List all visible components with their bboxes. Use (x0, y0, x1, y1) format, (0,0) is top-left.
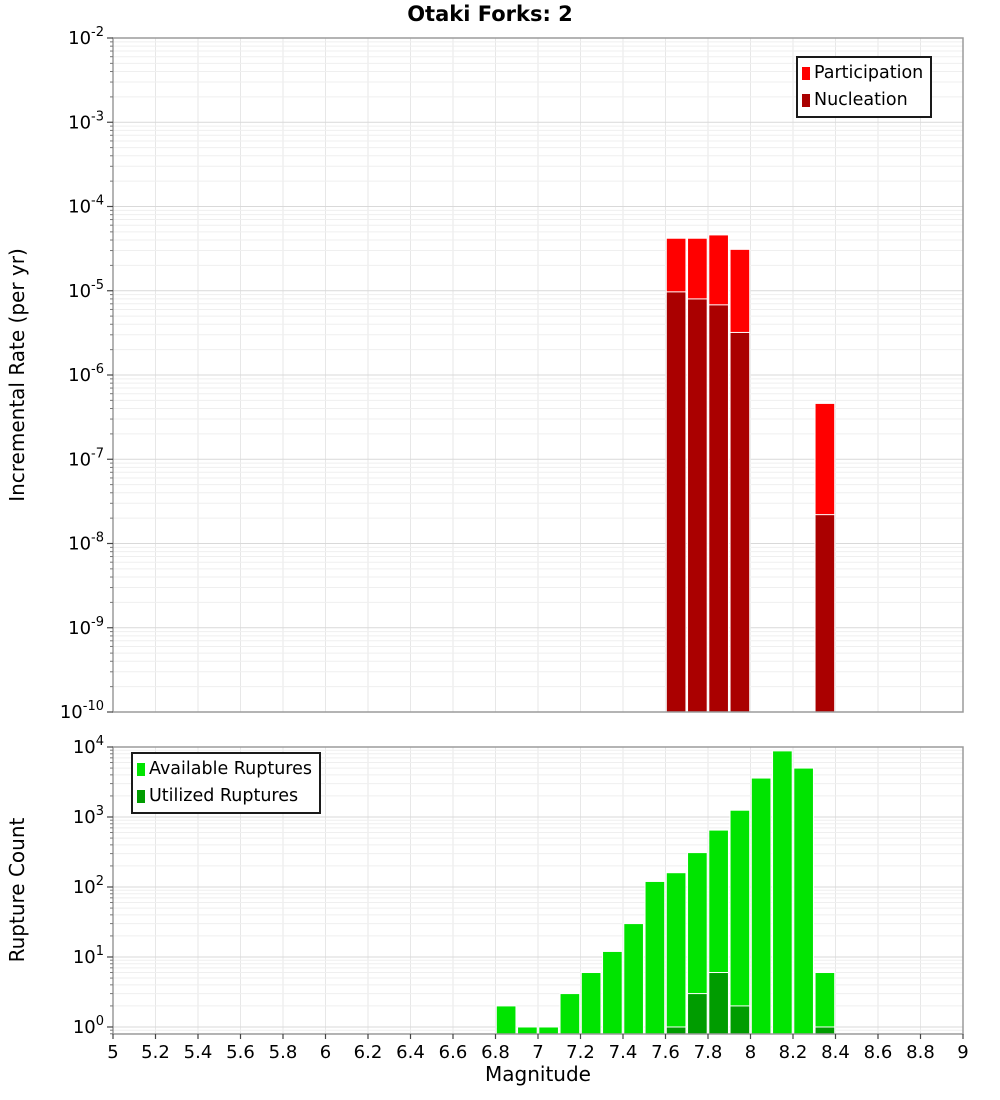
x-tick-label: 7.4 (608, 1042, 638, 1063)
available-ruptures-bar (539, 1027, 559, 1034)
available-ruptures-bar (624, 924, 644, 1034)
legend-item-nucleation (802, 87, 923, 114)
chart-title: Otaki Forks: 2 (407, 2, 573, 26)
y-tick-label: $10^{-2}$ (68, 25, 104, 49)
x-tick-label: 5 (107, 1042, 119, 1063)
available-ruptures-bar (815, 973, 835, 1034)
x-tick-label: 8.4 (821, 1042, 850, 1063)
nucleation-bar (709, 305, 729, 712)
available-ruptures-bar (751, 778, 771, 1034)
participation-label: Participation (814, 63, 924, 83)
x-tick-label: 6 (319, 1042, 332, 1063)
available-ruptures-bar (794, 768, 814, 1034)
y-tick-label: $10^4$ (72, 734, 104, 758)
y-tick-label: $10^{-9}$ (68, 614, 104, 639)
x-tick-label: 5.6 (226, 1042, 255, 1063)
y-tick-label: $10^{-10}$ (59, 699, 104, 723)
legend-item-available-ruptures (137, 756, 312, 783)
x-tick-label: 8.2 (778, 1042, 808, 1063)
count-axis-label: Rupture Count (5, 817, 29, 963)
y-tick-label: $10^1$ (72, 943, 104, 968)
available-ruptures-bar (496, 1006, 516, 1034)
available-ruptures-swatch (137, 763, 145, 776)
x-tick-label: 6.6 (438, 1042, 468, 1063)
available-ruptures-bar (518, 1027, 538, 1034)
y-tick-label: $10^{-7}$ (68, 446, 104, 471)
available-ruptures-bar (560, 994, 580, 1034)
utilized-ruptures-bar (709, 973, 729, 1034)
y-tick-label: $10^0$ (72, 1013, 104, 1038)
available-ruptures-bar (645, 881, 665, 1034)
nucleation-bar (815, 515, 835, 712)
y-tick-label: $10^{-8}$ (68, 530, 104, 555)
nucleation-label: Nucleation (814, 90, 908, 110)
rate-axis-label: Incremental Rate (per yr) (5, 248, 29, 502)
x-tick-label: 8.6 (863, 1042, 893, 1063)
nucleation-bar (666, 292, 686, 712)
x-tick-label: 6.2 (353, 1042, 383, 1063)
x-tick-label: 7.8 (693, 1042, 723, 1063)
x-tick-label: 7.2 (566, 1042, 595, 1063)
available-ruptures-bar (581, 973, 601, 1034)
participation-swatch (802, 67, 810, 80)
y-tick-label: $10^{-3}$ (68, 109, 104, 134)
x-tick-label: 8.8 (906, 1042, 935, 1063)
y-tick-label: $10^{-4}$ (68, 193, 104, 218)
utilized-ruptures-swatch (137, 790, 145, 803)
nucleation-bar (730, 332, 750, 712)
utilized-ruptures-bar (730, 1006, 750, 1034)
x-tick-label: 5.4 (183, 1042, 213, 1063)
available-ruptures-bar (730, 810, 750, 1034)
x-tick-label: 6.8 (481, 1042, 510, 1063)
rate-legend (796, 56, 932, 118)
utilized-ruptures-bar (688, 994, 708, 1034)
nucleation-swatch (802, 94, 810, 107)
y-tick-label: $10^{-6}$ (68, 362, 104, 386)
x-tick-label: 5.8 (268, 1042, 298, 1063)
utilized-ruptures-label: Utilized Ruptures (149, 786, 299, 806)
x-tick-label: 5.2 (141, 1042, 170, 1063)
count-legend (131, 752, 321, 814)
available-ruptures-bar (666, 873, 686, 1034)
legend-item-participation (802, 60, 923, 87)
x-tick-label: 9 (957, 1042, 969, 1063)
available-ruptures-bar (773, 751, 793, 1034)
available-ruptures-bar (603, 951, 623, 1034)
utilized-ruptures-bar (815, 1027, 835, 1034)
x-tick-label: 6.4 (396, 1042, 425, 1063)
y-tick-label: $10^3$ (72, 803, 104, 828)
y-tick-label: $10^{-5}$ (68, 277, 104, 302)
y-tick-label: $10^2$ (72, 873, 104, 898)
nucleation-bar (688, 299, 708, 712)
x-tick-label: 8 (744, 1042, 757, 1063)
x-tick-label: 7.6 (651, 1042, 680, 1063)
legend-item-utilized-ruptures (137, 783, 312, 810)
x-tick-label: 7 (532, 1042, 544, 1063)
magnitude-axis-label: Magnitude (485, 1062, 591, 1086)
available-ruptures-label: Available Ruptures (149, 759, 312, 779)
utilized-ruptures-bar (666, 1027, 686, 1034)
